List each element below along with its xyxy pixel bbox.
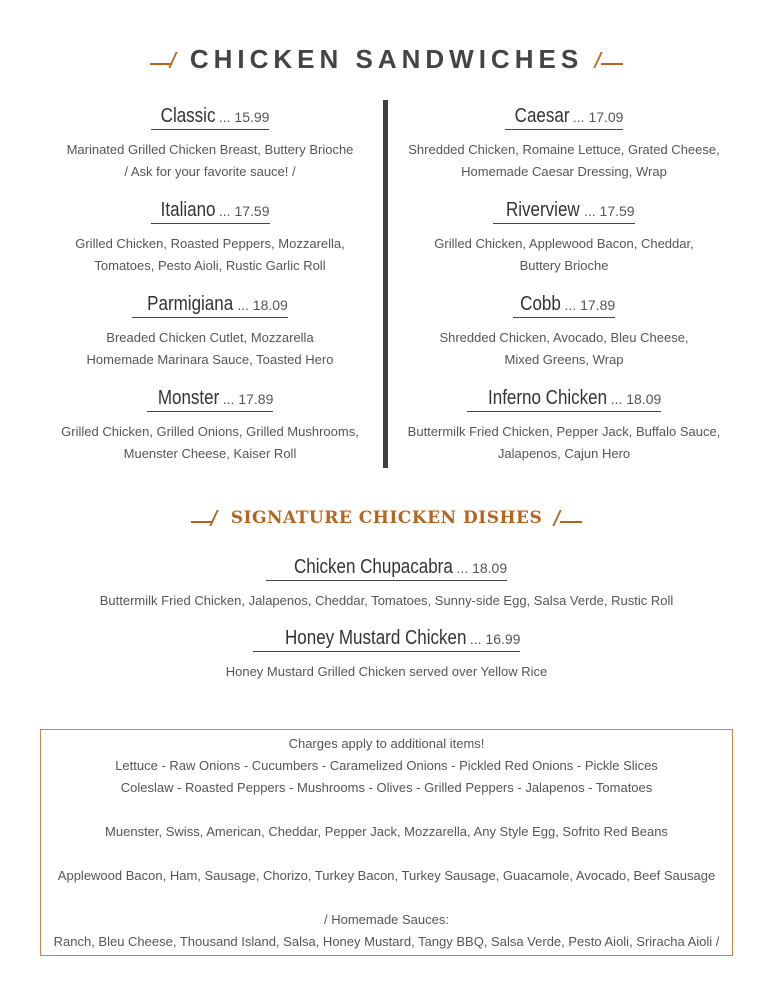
price-prefix: ... (237, 297, 253, 313)
description-line: Shredded Chicken, Avocado, Bleu Cheese, (439, 330, 689, 345)
extras-toppings-line: Coleslaw - Roasted Peppers - Mushrooms - Olives - Grilled Peppers - Jalapenos - Tomatoes (120, 780, 653, 795)
menu-item-price: 18.09 (252, 297, 288, 313)
menu-item-name: Inferno Chicken (487, 387, 607, 409)
description-line: Homemade Marinara Sauce, Toasted Hero (86, 352, 334, 367)
menu-item (40, 106, 380, 200)
menu-item-header (513, 294, 615, 318)
menu-item-price: 17.89 (238, 391, 274, 407)
menu-item-price: 17.89 (580, 297, 616, 313)
menu-item-header (493, 200, 634, 224)
menu-item-name: Riverview (506, 199, 581, 221)
section-title: SIGNATURE CHICKEN DISHES (230, 508, 543, 528)
price-prefix: ... (583, 203, 600, 219)
menu-item-header (467, 388, 662, 412)
menu-item-name: Classic (160, 105, 215, 127)
menu-item-name: Monster (157, 387, 219, 409)
price-prefix: ... (572, 109, 589, 125)
menu-item-header (505, 106, 624, 130)
signature-menu-item (0, 557, 773, 612)
menu-item-description: Buttermilk Fried Chicken, Jalapenos, Cheddar, Tomatoes, Sunny-side Egg, Salsa Verde, Rustic Roll (99, 593, 674, 608)
menu-item-description (40, 327, 380, 371)
menu-item-price: 17.59 (599, 203, 635, 219)
description-line: Grilled Chicken, Roasted Peppers, Mozzarella, (75, 236, 345, 251)
price-prefix: ... (456, 560, 473, 576)
menu-item-price: 18.09 (472, 560, 508, 576)
sauces-heading: / Homemade Sauces: (323, 912, 449, 927)
description-line: Jalapenos, Cajun Hero (497, 446, 631, 461)
menu-item (394, 388, 734, 482)
menu-item (394, 106, 734, 200)
menu-item-description: Honey Mustard Grilled Chicken served over Yellow Rice (225, 664, 548, 679)
menu-item-header (132, 294, 288, 318)
sauces-list: Ranch, Bleu Cheese, Thousand Island, Salsa, Honey Mustard, Tangy BBQ, Salsa Verde, Pesto Aioli, Sriracha Aioli / (53, 934, 720, 949)
description-line: Shredded Chicken, Romaine Lettuce, Grated Cheese, (408, 142, 720, 157)
extras-meats-line: Applewood Bacon, Ham, Sausage, Chorizo, Turkey Bacon, Turkey Sausage, Guacamole, Avocado, Beef Sausage (57, 868, 716, 883)
extras-toppings-line: Lettuce - Raw Onions - Cucumbers - Caramelized Onions - Pickled Red Onions - Pickle Slices (115, 758, 658, 773)
menu-item-price: 18.09 (626, 391, 662, 407)
heading-ornament-left (191, 510, 221, 526)
price-prefix: ... (218, 109, 235, 125)
description-line: Grilled Chicken, Applewood Bacon, Cheddar, (434, 236, 694, 251)
price-prefix: ... (222, 391, 239, 407)
column-divider (383, 100, 388, 468)
extras-box (40, 729, 733, 956)
menu-item-description (394, 139, 734, 183)
signature-dishes-heading (0, 508, 773, 528)
menu-item-name: Cobb (520, 293, 561, 315)
menu-item-header (147, 388, 274, 412)
menu-item-name: Parmigiana (147, 293, 234, 315)
chicken-sandwiches-heading (0, 44, 773, 75)
menu-item-header (253, 628, 521, 652)
extras-cheese-line: Muenster, Swiss, American, Cheddar, Pepper Jack, Mozzarella, Any Style Egg, Sofrito Red Beans (105, 824, 668, 839)
menu-item-description (394, 233, 734, 277)
menu-item (40, 388, 380, 482)
description-line: Buttery Brioche (519, 258, 609, 273)
heading-ornament-left (150, 52, 180, 68)
menu-item-description (40, 233, 380, 277)
price-prefix: ... (469, 631, 486, 647)
menu-item-header (151, 106, 270, 130)
price-prefix: ... (610, 391, 627, 407)
price-prefix: ... (564, 297, 581, 313)
left-menu-column (40, 106, 380, 482)
price-prefix: ... (218, 203, 235, 219)
menu-item-price: 16.99 (485, 631, 521, 647)
menu-item-price: 17.09 (588, 109, 624, 125)
menu-item-name: Italiano (160, 199, 215, 221)
menu-item-description (40, 421, 380, 465)
description-line: Breaded Chicken Cutlet, Mozzarella (106, 330, 314, 345)
description-line: Mixed Greens, Wrap (504, 352, 624, 367)
description-line: Homemade Caesar Dressing, Wrap (461, 164, 667, 179)
description-line: Tomatoes, Pesto Aioli, Rustic Garlic Roll (94, 258, 326, 273)
menu-item-description (394, 421, 734, 465)
heading-ornament-right (552, 510, 582, 526)
menu-item-header (151, 200, 270, 224)
menu-item-header (266, 557, 507, 581)
section-title: CHICKEN SANDWICHES (189, 44, 584, 74)
menu-item (40, 200, 380, 294)
right-menu-column (394, 106, 734, 482)
description-line: / Ask for your favorite sauce! / (124, 164, 296, 179)
description-line: Buttermilk Fried Chicken, Pepper Jack, Buffalo Sauce, (407, 424, 721, 439)
description-line: Muenster Cheese, Kaiser Roll (123, 446, 297, 461)
description-line: Grilled Chicken, Grilled Onions, Grilled Mushrooms, (61, 424, 359, 439)
menu-item-name: Chicken Chupacabra (293, 556, 453, 578)
menu-item (394, 294, 734, 388)
menu-item-description (40, 139, 380, 183)
menu-item (40, 294, 380, 388)
extras-notice: Charges apply to additional items! (288, 736, 485, 751)
menu-item (394, 200, 734, 294)
menu-item-name: Caesar (514, 105, 569, 127)
heading-ornament-right (593, 52, 623, 68)
menu-item-name: Honey Mustard Chicken (284, 627, 466, 649)
description-line: Marinated Grilled Chicken Breast, Buttery Brioche (66, 142, 354, 157)
menu-item-description (394, 327, 734, 371)
menu-item-price: 17.59 (234, 203, 270, 219)
signature-menu-item (0, 628, 773, 683)
menu-item-price: 15.99 (234, 109, 270, 125)
